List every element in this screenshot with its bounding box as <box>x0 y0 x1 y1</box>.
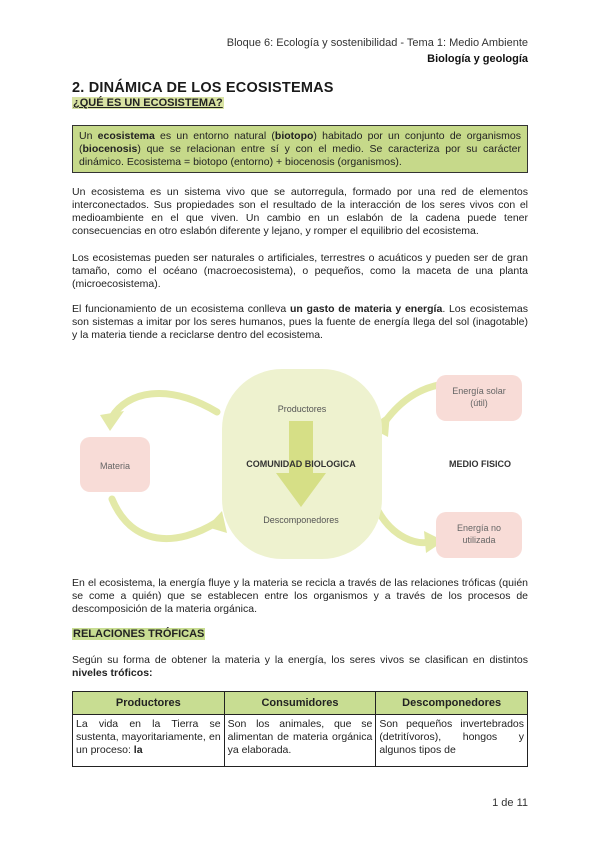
definition-text: Un <box>79 130 98 142</box>
header-descomponedores: Descomponedores <box>376 692 528 715</box>
trophic-title: RELACIONES TRÓFICAS <box>73 628 205 640</box>
paragraph-emphasis: niveles tróficos: <box>72 667 153 679</box>
cell-text: La vida en la Tierra se sustenta, mayoritariamente, en un proceso: <box>76 718 221 756</box>
label-energia-solar-util: (útil) <box>470 398 488 408</box>
paragraph-text: . Los ecosistemas son sistemas a imitar por los seres humanos, pues la fuente de energía llega del sol (inagotable) y la materia tiende a reciclarse dentro del ecosistema. <box>72 303 528 341</box>
cell-consumidores: Son los animales, que se alimentan de materia orgánica ya elaborada. <box>224 715 376 767</box>
cell-descomponedores: Son pequeños invertebrados (detritívoros), hongos y algunos tipos de <box>376 715 528 767</box>
paragraph-niveles <box>72 654 528 680</box>
header-consumidores: Consumidores <box>224 692 376 715</box>
label-utilizada: utilizada <box>462 535 496 545</box>
definition-text: es un entorno natural ( <box>154 130 275 142</box>
table-header-row <box>73 692 528 715</box>
cell-emphasis: la <box>133 744 143 756</box>
label-descomponedores: Descomponedores <box>263 515 339 525</box>
label-energia-solar: Energía solar <box>452 386 506 396</box>
label-comunidad: COMUNIDAD BIOLOGICA <box>246 459 356 469</box>
term-biotopo: biotopo <box>274 130 314 142</box>
paragraph-autorregula: Un ecosistema es un sistema vivo que se autorregula, formado por una red de elementos interconectados. Sus propiedades son el resultado de la interacción de los seres vivos con el medioambiente en el que viven. Un cambio en un eslabón de la cadena puede tener consecuencias en otro eslabón diferente y lejano, y romper el equilibrio del ecosistema. <box>72 186 528 237</box>
label-materia: Materia <box>99 461 131 471</box>
curve-arrowhead-top-left <box>100 411 124 431</box>
definition-text: ) que se relacionan entre sí y con el medio. Se caracteriza por su carácter dinámico. Ecosistema = biotopo (entorno) + biocenosis (organismos). <box>79 143 521 168</box>
term-biocenosis: biocenosis <box>82 143 138 155</box>
page-number: 1 de 11 <box>492 797 528 809</box>
curve-arrow-top-left <box>112 393 217 417</box>
trophic-levels-table <box>72 691 528 767</box>
ecosystem-diagram <box>72 357 528 572</box>
definition-box <box>72 125 528 173</box>
label-productores: Productores <box>277 404 327 414</box>
section-title: 2. DINÁMICA DE LOS ECOSISTEMAS <box>72 80 334 96</box>
header-course: Bloque 6: Ecología y sostenibilidad - Tema 1: Medio Ambiente <box>226 37 528 49</box>
label-medio-fisico: MEDIO FISICO <box>448 459 512 469</box>
paragraph-text: El funcionamiento de un ecosistema conlleva <box>72 303 290 315</box>
term-ecosistema: ecosistema <box>97 130 155 142</box>
paragraph-tipos: Los ecosistemas pueden ser naturales o artificiales, terrestres o acuáticos y pueden ser de gran tamaño, como el océano (macroecosistema), o pequeños, como la maceta de una planta (microecosistema). <box>72 252 528 290</box>
paragraph-funcionamiento <box>72 303 528 342</box>
definition-text: ) habitado por un conjunto de organismos ( <box>79 130 521 155</box>
label-energia-no: Energía no <box>456 523 502 533</box>
paragraph-energia-fluye: En el ecosistema, la energía fluye y la materia se recicla a través de las relaciones tróficas (quién se come a quién) que se establecen entre los organismos y a través de los procesos de descomposición de la materia orgánica. <box>72 577 528 615</box>
paragraph-text: Según su forma de obtener la materia y la energía, los seres vivos se clasifican en distintos <box>72 654 528 666</box>
curve-arrow-bottom-left <box>112 499 217 539</box>
table-row <box>73 715 528 767</box>
paragraph-emphasis: un gasto de materia y energía <box>289 303 443 315</box>
header-subject: Biología y geología <box>427 53 528 65</box>
cell-productores <box>73 715 225 767</box>
section-question: ¿QUÉ ES UN ECOSISTEMA? <box>73 97 223 109</box>
header-productores: Productores <box>73 692 225 715</box>
